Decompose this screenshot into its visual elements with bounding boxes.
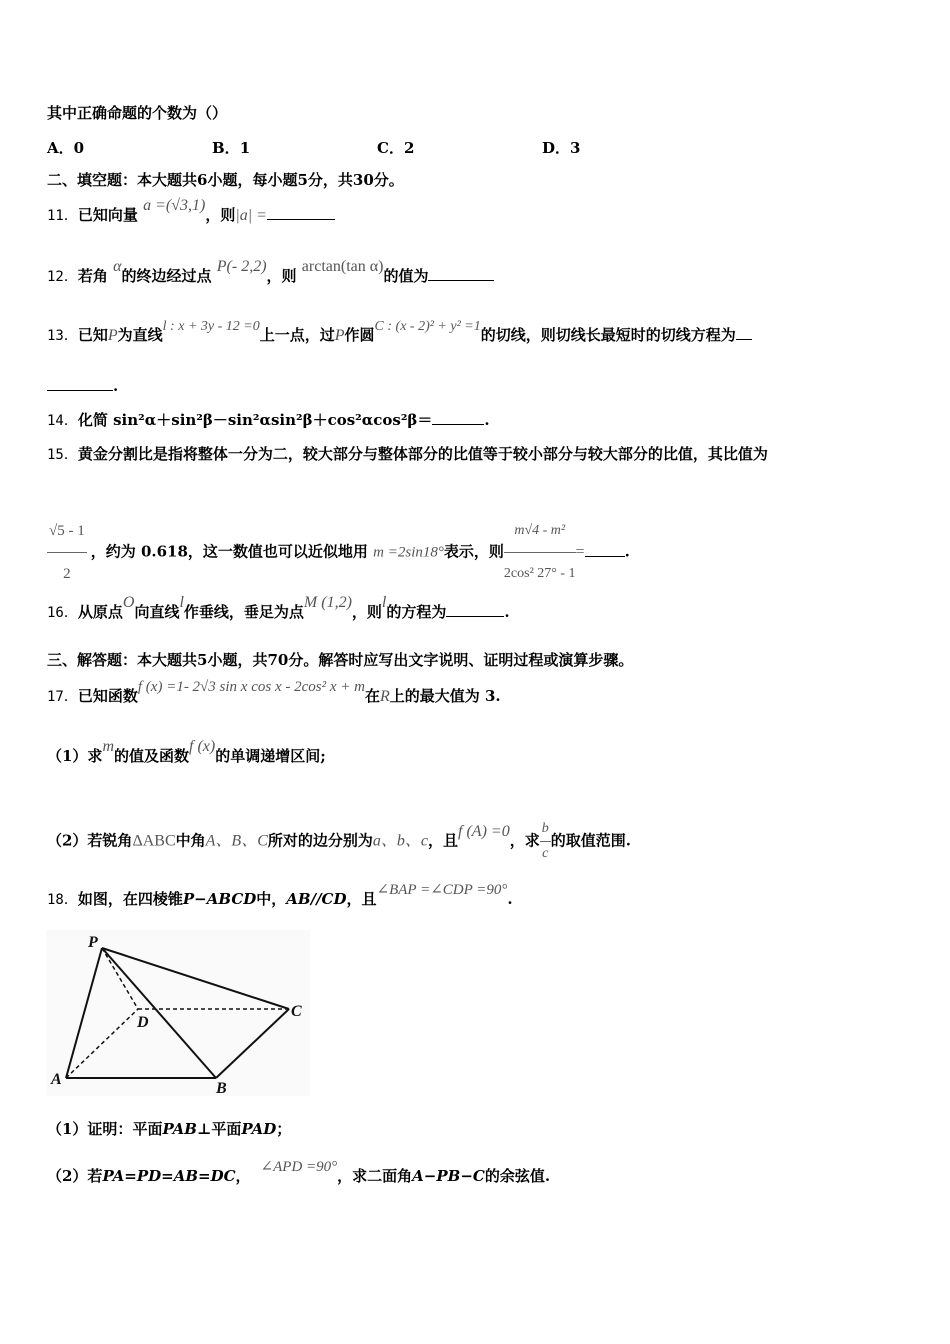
q10-stem-text: 其中正确命题的个数为（） <box>47 104 228 122</box>
option-b: B．1 <box>212 139 251 157</box>
question-18-part-1: （1）证明：平面PAB⊥平面PAD； <box>47 1120 292 1138</box>
question-14: 14．化简 sin²α＋sin²β－sin²αsin²β＋cos²αcos²β＝ . <box>47 411 490 429</box>
question-17: 17．已知函数f (x) =1- 2√3 sin x cos x - 2cos² x + m在R上的最大值为 3. <box>47 679 501 705</box>
vertex-label-P: P <box>88 934 98 951</box>
answer-blank <box>446 602 504 617</box>
vertex-label-D: D <box>137 1014 149 1031</box>
question-17-part-1: （1）求m的值及函数f (x)的单调递增区间; <box>47 738 326 765</box>
question-12: 12．若角 α的终边经过点 P(- 2,2)，则 arctan(tan α)的值为 <box>47 266 494 287</box>
answer-blank <box>428 266 494 281</box>
question-13: 13．已知P为直线l : x + 3y - 12 =0上一点，过P作圆C : (x - 2)² + y² =1的切线，则切线长最短时的切线方程为 <box>47 325 752 347</box>
question-17-part-2: （2）若锐角ΔABC中角A、B、C所对的边分别为a、b、c，且f (A) =0，求 $\frac{b}{c}$ 的取值范围. <box>47 817 631 866</box>
question-11: 11．已知向量 a =(√3,1)，则|a| = <box>47 205 335 226</box>
question-18-part-2: （2）若PA=PD=AB=DC， ∠APD =90°，求二面角A−PB−C的余弦值. <box>47 1159 551 1185</box>
option-c: C．2 <box>377 139 415 157</box>
question-13-continued: . <box>47 376 118 396</box>
answer-blank <box>47 376 113 391</box>
question-18: 18．如图，在四棱锥P−ABCD中，AB//CD，且∠BAP =∠CDP =90°. <box>47 882 513 908</box>
question-10-stem <box>47 103 227 123</box>
q11-vector-math: a =(√3,1) <box>143 197 206 214</box>
answer-blank <box>267 205 335 220</box>
answer-blank <box>585 542 625 557</box>
option-a: A．0 <box>47 139 85 157</box>
b-over-c-fraction: $\frac{b}{c}$ <box>540 817 551 866</box>
question-16: 16．从原点O向直线l作垂线，垂足为点M (1,2)，则l的方程为 . <box>47 594 510 621</box>
pyramid-figure <box>46 930 310 1096</box>
answer-blank <box>432 410 484 425</box>
golden-ratio-fraction: $\frac{√5 - 1}{2}$ <box>47 510 87 595</box>
vertex-label-C: C <box>291 1003 302 1020</box>
option-d: D．3 <box>542 139 581 157</box>
expression-fraction: $\frac{\text{m√4 - m²}}{\text{2cos² 27° - 1}}$ <box>504 510 576 595</box>
question-15: 15．黄金分割比是指将整体一分为二，较大部分与整体部分的比值等于较小部分与较大部分的比值，其比值为 <box>47 445 768 463</box>
vertex-label-A: A <box>51 1071 62 1088</box>
vertex-label-B: B <box>216 1080 227 1096</box>
section-2-title: 二、填空题：本大题共6小题，每小题5分，共30分。 <box>47 171 404 189</box>
question-15-continued: $\frac{√5 - 1}{2}$ ，约为 0.618，这一数值也可以近似地用 m =2sin18°表示，则 $\frac{\text{m√4 - m²}}{\text{2cos² 27° - 1}}$ = . <box>47 510 630 595</box>
section-3-title: 三、解答题：本大题共5小题，共70分。解答时应写出文字说明、证明过程或演算步骤。 <box>47 651 634 669</box>
